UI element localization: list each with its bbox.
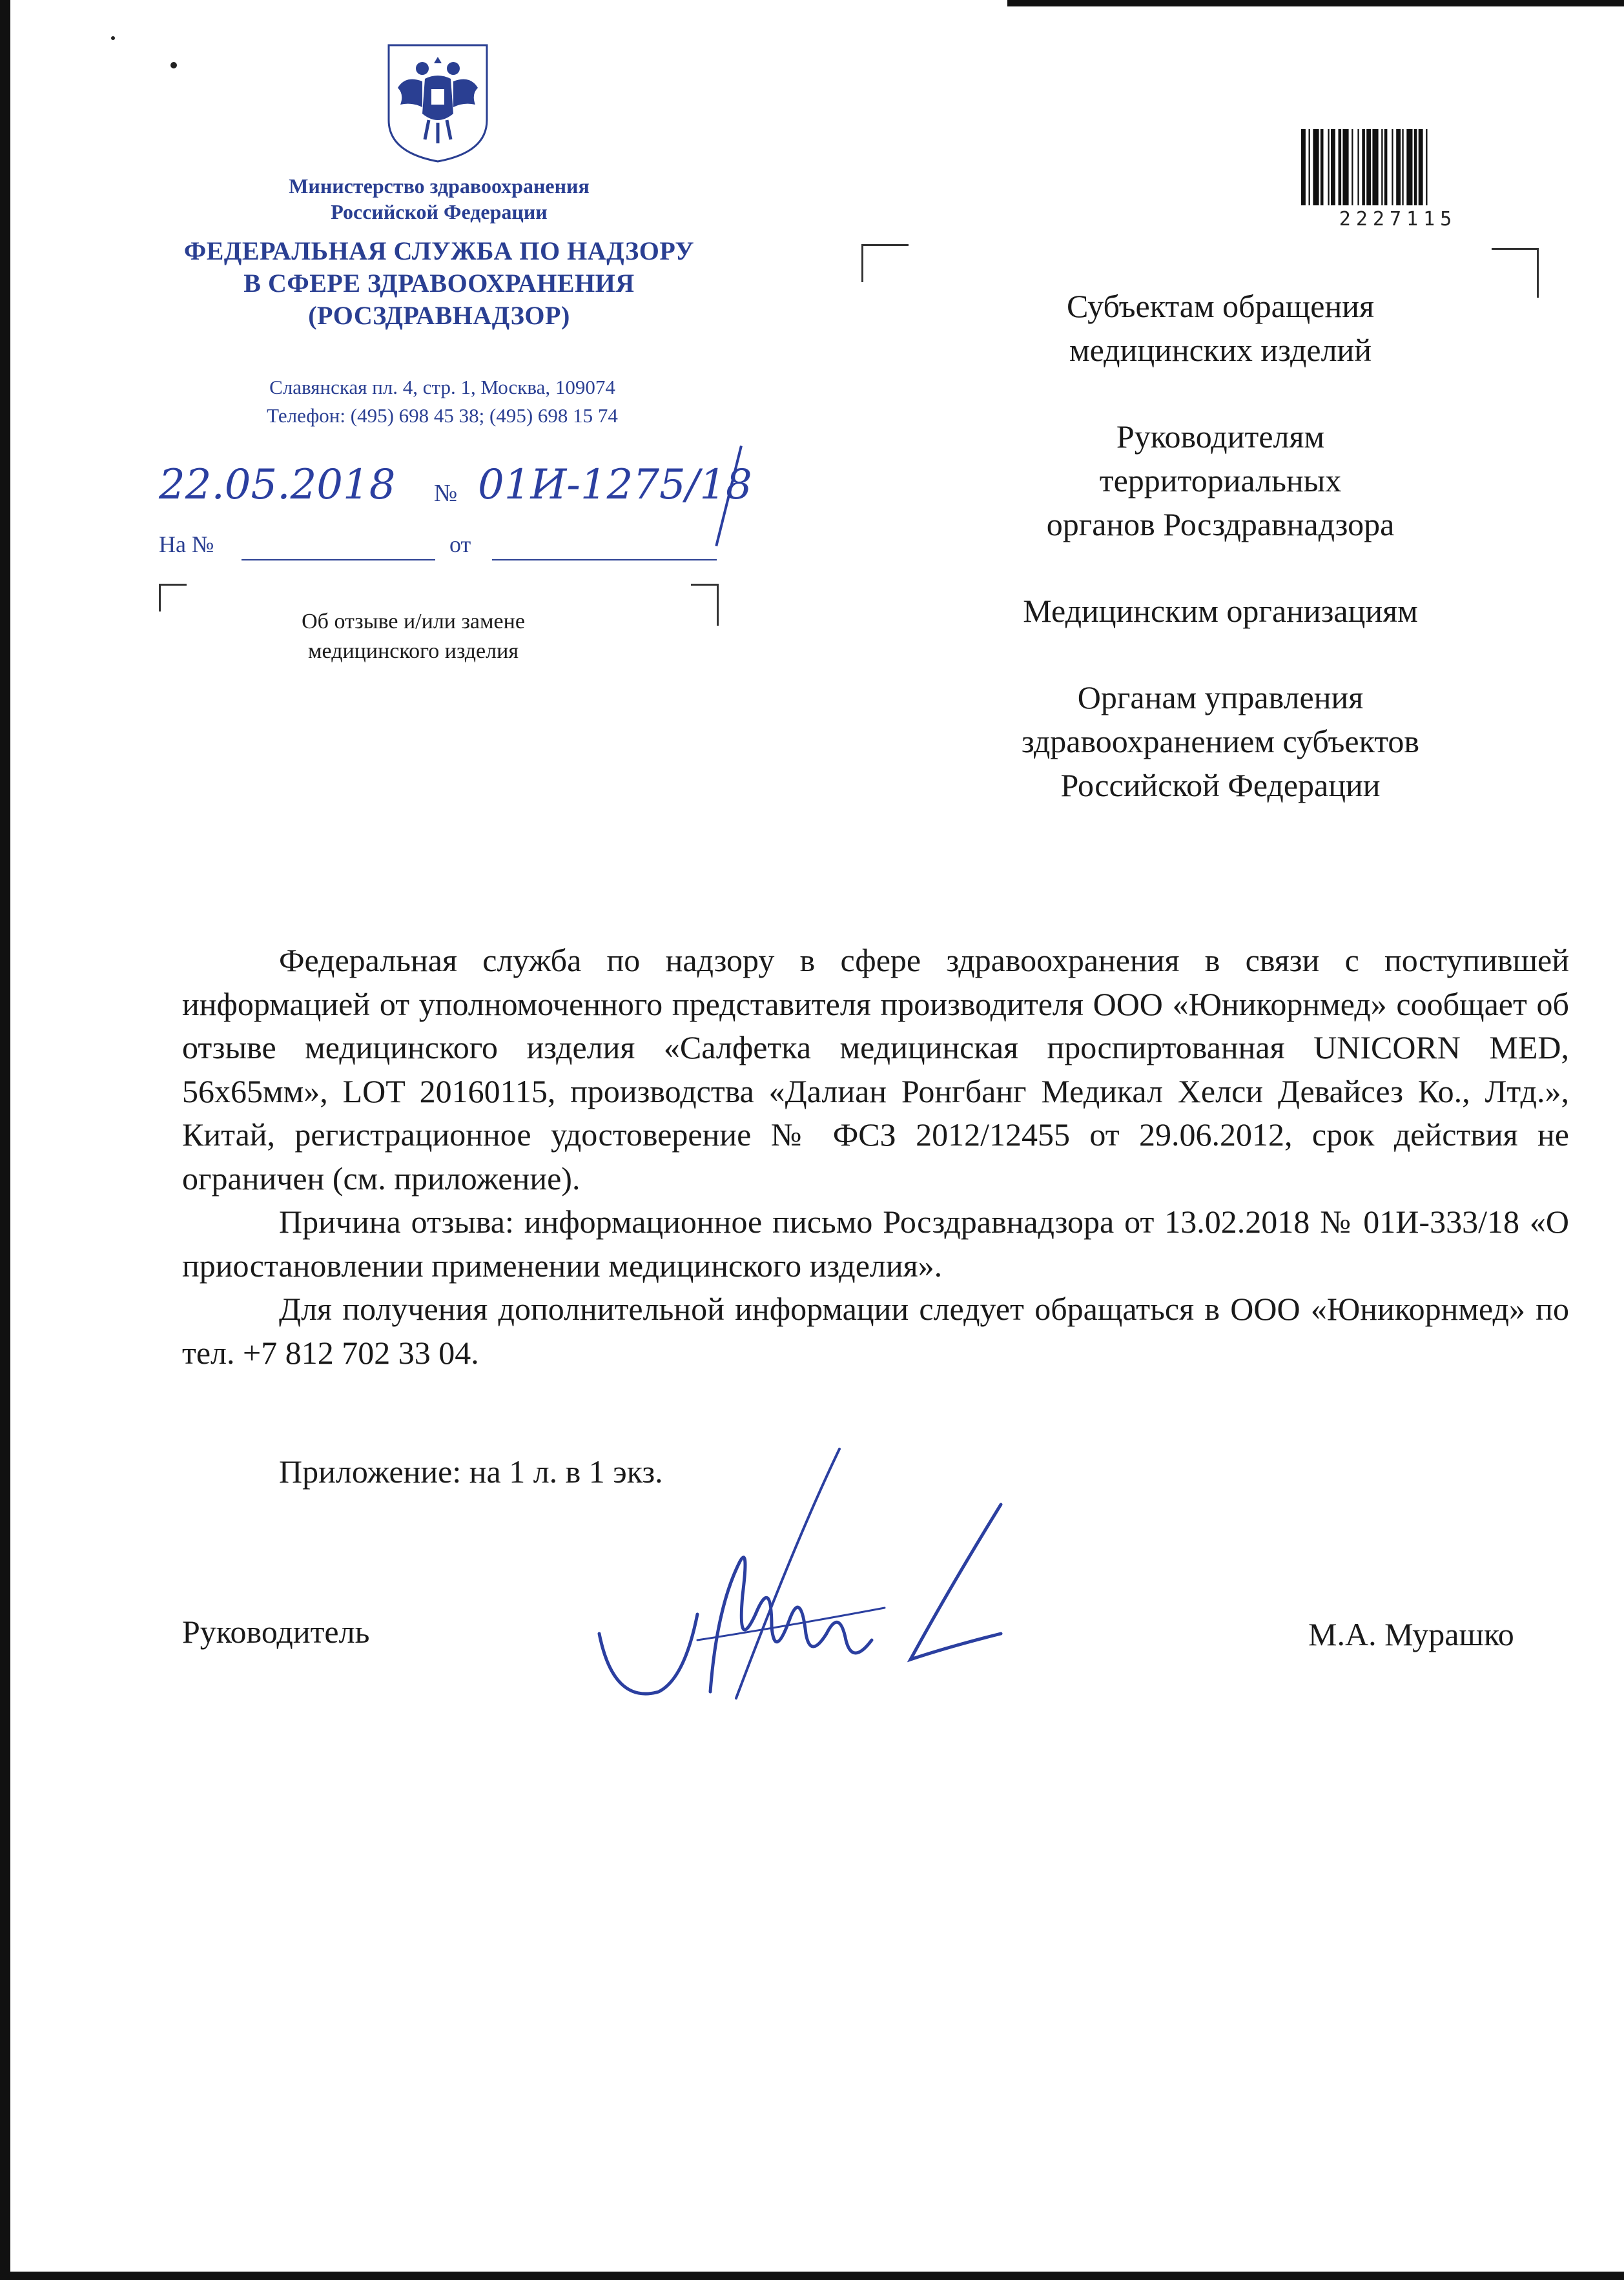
addressee-line: Субъектам обращения [1067,288,1374,324]
addressee-corner-left [861,244,909,282]
addressee-line: Органам управления [1077,679,1364,715]
addressee-list [943,284,1498,850]
addressee-block [943,415,1498,546]
addressee-corner-right [1492,248,1539,298]
barcode-bar [1331,129,1335,205]
ministry-line: Российской Федерации [331,200,548,223]
addressee-line: медицинских изделий [1069,332,1372,368]
reply-number-label: На № [159,531,214,557]
scan-speck [170,62,177,68]
barcode-bar [1384,129,1388,205]
double-headed-eagle-emblem-icon [386,43,489,163]
barcode [1301,129,1495,214]
barcode-bar [1402,129,1403,205]
barcode-bar [1342,129,1348,205]
body-paragraph: Федеральная служба по надзору в сфере здравоохранения в связи с поступившей информацией от уполномоченного представителя производителя ООО «Юникорнмед» сообщает об отзыве медицинского изделия «Салфетка медицинская проспиртованная UNICORN MED, 56х65мм», LOT 20160115, производства «Далиан Ронгбанг Медикал Хелси Девайсез Ко., Лтд.», Китай, регистрационное удостоверение № ФСЗ 2012/12455 от 29.06.2012, срок действия не ограничен (см. приложение). [182,942,1569,1196]
ministry-name [194,173,684,225]
handwritten-signature-icon [588,1446,1027,1718]
ministry-line: Министерство здравоохранения [289,174,590,198]
barcode-bar [1321,129,1324,205]
addressee-line: Российской Федерации [1060,767,1381,803]
addressee-block [943,675,1498,807]
barcode-bar [1372,129,1378,205]
service-name [123,235,755,332]
reply-date-blank [492,559,717,560]
outgoing-number: 01И-1275/18 [478,461,752,509]
barcode-bar [1419,129,1423,205]
subject-corner-right [691,584,719,626]
scan-edge-top [1007,0,1624,6]
letter-body [182,939,1569,1375]
service-line: (РОСЗДРАВНАДЗОР) [308,301,570,330]
body-paragraph: Для получения дополнительной информации следует обращаться в ООО «Юникорнмед» по тел. +7 812 702 33 04. [182,1291,1569,1371]
body-paragraph: Причина отзыва: информационное письмо Росздравнадзора от 13.02.2018 № 01И-333/18 «О приостановлении применении медицинского изделия». [182,1204,1569,1284]
address-line: Телефон: (495) 698 45 38; (495) 698 15 74 [267,404,618,427]
barcode-bar [1396,129,1401,205]
service-address [168,373,717,430]
address-line: Славянская пл. 4, стр. 1, Москва, 109074 [269,376,615,398]
signatory-name: М.А. Мурашко [1308,1616,1514,1652]
outgoing-number-sign: № [434,480,458,507]
outgoing-date: 22.05.2018 [159,461,396,509]
signatory-role: Руководитель [182,1614,370,1650]
barcode-bar [1313,129,1319,205]
addressee-block [943,284,1498,372]
scan-edge-left [0,0,10,2280]
addressee-line: территориальных [1099,462,1342,498]
barcode-bar [1426,129,1427,205]
addressee-line: здравоохранением субъектов [1021,723,1420,759]
addressee-line: органов Росздравнадзора [1046,506,1395,542]
addressee-line: Руководителям [1116,418,1325,455]
addressee-line: Медицинским организациям [1023,593,1418,629]
subject-line: Об отзыве и/или замене [302,610,525,633]
attachment-note: Приложение: на 1 л. в 1 экз. [279,1453,663,1490]
reply-number-blank [242,559,435,560]
addressee-block [943,589,1498,633]
barcode-bar [1366,129,1371,205]
barcode-bar [1309,129,1310,205]
barcode-bar [1339,129,1342,205]
scan-edge-bottom [0,2272,1624,2280]
barcode-bar [1392,129,1393,205]
barcode-bar [1328,129,1329,205]
barcode-bar [1301,129,1306,205]
subject-corner-left [159,584,187,611]
subject-line: медицинского изделия [308,639,519,663]
barcode-bar [1381,129,1382,205]
subject-text [220,607,607,666]
barcode-bar [1406,129,1412,205]
barcode-bar [1414,129,1417,205]
reply-date-label: от [449,531,471,557]
barcode-bar [1357,129,1359,205]
barcode-bar [1362,129,1365,205]
service-line: ФЕДЕРАЛЬНАЯ СЛУЖБА ПО НАДЗОРУ [183,236,695,265]
barcode-bar [1352,129,1353,205]
scan-speck [111,36,115,40]
service-line: В СФЕРЕ ЗДРАВООХРАНЕНИЯ [243,269,635,298]
barcode-number: 2227115 [1339,208,1457,231]
